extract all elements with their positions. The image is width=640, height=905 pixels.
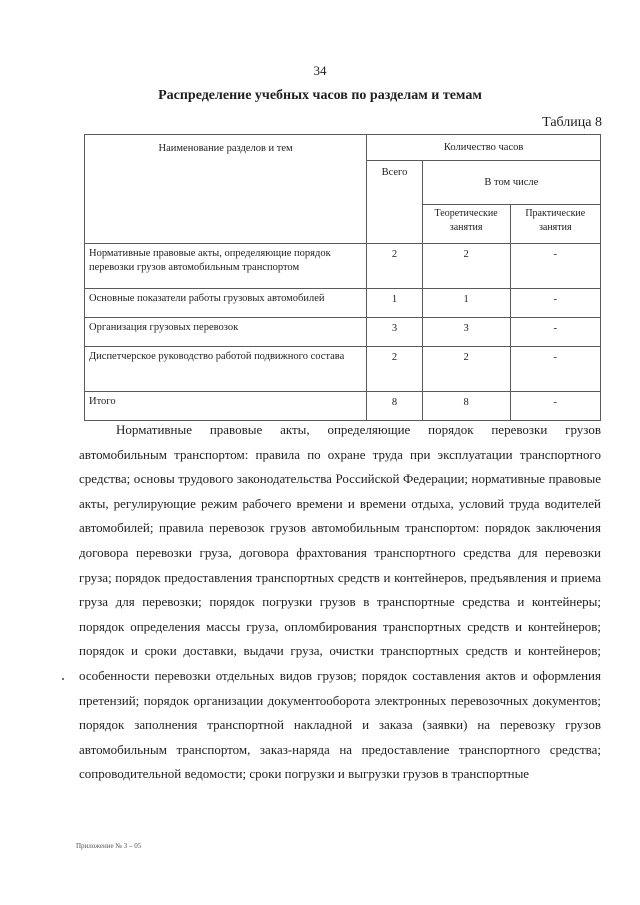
table-label: Таблица 8	[542, 115, 602, 130]
row-practice: -	[510, 244, 600, 289]
body-paragraph: Нормативные правовые акты, определяющие порядок перевозки грузов автомобильным транспортом: правила по охране труда при эксплуатации транспортного средства; основы трудового законодательства Российской Федерации; нормативные правовые акты, регулирующие режим рабочего времени и времени отдыха, условий труда водителей автомобилей; правила перевозок грузов автомобильным транспортом: порядок заключения договора перевозки груза, договора фрахтования транспортного средства для перевозки груза; порядок предоставления транспортных средств и контейнеров, предъявления и приема груза для перевозки; порядок погрузки грузов в транспортные средства и контейнеры; порядок определения массы груза, опломбирования транспортных средств и контейнеров; порядок и сроки доставки, выдачи груза, очистки транспортных средств и контейнеров; особенности перевозки отдельных видов грузов; порядок составления актов и оформления претензий; порядок организации документооборота электронных перевозочных документов; порядок заполнения транспортной накладной и заказа (заявки) на перевозку грузов автомобильным транспортом, заказ-наряда на предоставление транспортного средства; сопроводительной ведомости; сроки погрузки и выгрузки грузов в транспортные	[79, 422, 601, 782]
row-total: 8	[367, 392, 422, 421]
row-name: Итого	[85, 392, 367, 421]
page-number: 34	[313, 63, 327, 78]
row-theory: 1	[422, 289, 510, 318]
row-theory: 2	[422, 244, 510, 289]
table-row	[85, 289, 601, 318]
row-name: Основные показатели работы грузовых автомобилей	[85, 289, 367, 318]
row-practice: -	[510, 318, 600, 347]
row-practice: -	[510, 289, 600, 318]
row-total: 2	[367, 244, 422, 289]
table-row	[85, 318, 601, 347]
scan-speck	[62, 678, 64, 680]
row-practice: -	[510, 392, 600, 421]
header-total: Всего	[367, 161, 422, 244]
table-row	[85, 244, 601, 289]
document-title: Распределение учебных часов по разделам и темам	[158, 88, 482, 103]
hours-distribution-table	[84, 134, 601, 421]
table-row-total	[85, 392, 601, 421]
row-name: Организация грузовых перевозок	[85, 318, 367, 347]
header-name: Наименование разделов и тем	[85, 135, 367, 244]
row-theory: 8	[422, 392, 510, 421]
header-theory: Теоретические занятия	[422, 205, 510, 244]
table-row	[85, 347, 601, 392]
header-including: В том числе	[422, 161, 600, 205]
row-name: Нормативные правовые акты, определяющие порядок перевозки грузов автомобильным транспортом	[85, 244, 367, 289]
row-total: 3	[367, 318, 422, 347]
row-theory: 3	[422, 318, 510, 347]
row-theory: 2	[422, 347, 510, 392]
row-practice: -	[510, 347, 600, 392]
row-name: Диспетчерское руководство работой подвижного состава	[85, 347, 367, 392]
header-count: Количество часов	[367, 135, 601, 161]
row-total: 1	[367, 289, 422, 318]
page-footer: Приложение № 3 – 05	[76, 842, 142, 850]
row-total: 2	[367, 347, 422, 392]
header-practice: Практические занятия	[510, 205, 600, 244]
